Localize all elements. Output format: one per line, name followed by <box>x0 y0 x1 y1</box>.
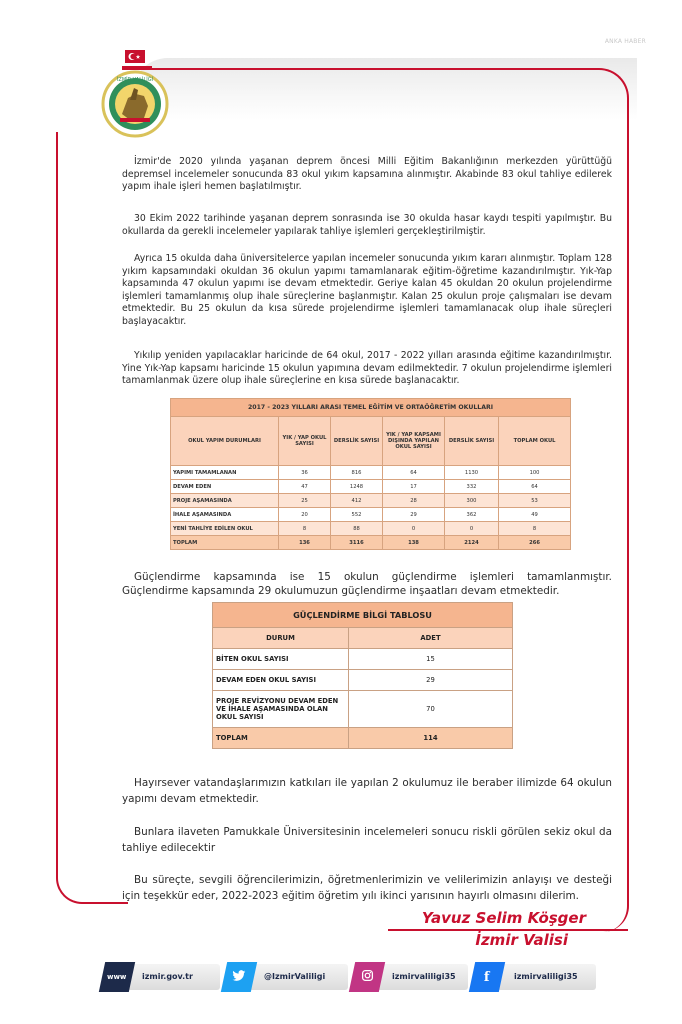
paragraph-2-text: 30 Ekim 2022 tarihinde yaşanan deprem sonrasında ise 30 okulda hasar kaydı tespiti yapılmıştır. Bu okullarda da gerekli incelemeler yapılarak tahliye işlemleri gerçekleştirilmiştir. <box>122 213 612 237</box>
signature-name: Yavuz Selim Köşger <box>421 909 586 927</box>
watermark: ANKA HABER <box>604 38 646 45</box>
paragraph-5 <box>122 570 612 598</box>
instagram-link[interactable] <box>358 964 468 990</box>
table-cell: 17 <box>383 480 445 494</box>
facebook-badge-text: f <box>484 969 490 985</box>
table-cell: 266 <box>499 536 571 550</box>
table-cell: 1130 <box>445 466 499 480</box>
table-cell: DEVAM EDEN OKUL SAYISI <box>213 670 349 691</box>
table1-title: 2017 - 2023 YILLARI ARASI TEMEL EĞİTİM VE ORTAÖĞRETİM OKULLARI <box>171 399 571 417</box>
paragraph-3 <box>122 253 612 328</box>
table-cell: 88 <box>331 522 383 536</box>
table-cell: 25 <box>279 494 331 508</box>
table-cell: 552 <box>331 508 383 522</box>
table-cell: 412 <box>331 494 383 508</box>
logo-text: İZMİR VALİLİĞİ <box>116 77 154 83</box>
table-row <box>171 508 571 522</box>
paragraph-7 <box>122 824 612 856</box>
table-cell: 29 <box>383 508 445 522</box>
paragraph-3-text: Ayrıca 15 okulda daha üniversitelerce yapılan incemeler sonucunda yıkım kararı alınmıştır. Toplam 128 yıkım kapsamındaki okuldan 36 okulun yapımı tamamlanarak eğitim-öğretime kazandırılmıştır. Yık-Yap kapsamında 47 okulun yapımı ise devam etmektedir. Geriye kalan 45 okuldan 20 okulun projelendirme işlemleri tamamlanmış olup ihale süreçlerine başlanmıştır. Kalan 25 okulun proje çalışmaları ise devam etmektedir. Bu 25 okulun da kısa sürede projelendirme işlemleri tamamlanacak olup ihale süreçleri başlayacaktır. <box>122 253 612 327</box>
paragraph-2 <box>122 213 612 238</box>
table-row <box>171 480 571 494</box>
signature-title: İzmir Valisi <box>475 931 568 949</box>
table-total-row <box>213 728 513 749</box>
table2-header: DURUM <box>213 628 349 649</box>
paragraph-8 <box>122 872 612 904</box>
table-cell: 47 <box>279 480 331 494</box>
table-row <box>171 466 571 480</box>
izmir-valiligi-logo <box>100 48 170 142</box>
table-cell: İHALE AŞAMASINDA <box>171 508 279 522</box>
instagram-icon <box>349 962 385 992</box>
table-cell: 2124 <box>445 536 499 550</box>
table1-header: YIK / YAP OKUL SAYISI <box>279 417 331 466</box>
table-cell: 29 <box>349 670 513 691</box>
table1-header: OKUL YAPIM DURUMLARI <box>171 417 279 466</box>
table2-header: ADET <box>349 628 513 649</box>
facebook-link[interactable] <box>478 964 596 990</box>
table-cell: 0 <box>445 522 499 536</box>
table-cell: 362 <box>445 508 499 522</box>
table-cell: 3116 <box>331 536 383 550</box>
table-row <box>171 522 571 536</box>
strengthening-table <box>212 602 513 749</box>
web-icon <box>99 962 135 992</box>
twitter-icon <box>221 962 257 992</box>
twitter-text: @IzmirValiligi <box>264 972 326 981</box>
table-cell: 8 <box>499 522 571 536</box>
table-cell: 332 <box>445 480 499 494</box>
page-frame-left <box>56 132 128 904</box>
table-cell: PROJE AŞAMASINDA <box>171 494 279 508</box>
paragraph-8-text: Bu süreçte, sevgili öğrencilerimizin, öğretmenlerimizin ve velilerimizin anlayışı ve desteği için teşekkür eder, 2022-2023 eğitim öğretim yılı ikinci yarısının hayırlı olmasını dilerim. <box>122 874 612 902</box>
table-cell: 15 <box>349 649 513 670</box>
table-cell: 49 <box>499 508 571 522</box>
table-cell: 64 <box>499 480 571 494</box>
table1-header: TOPLAM OKUL <box>499 417 571 466</box>
table-cell: DEVAM EDEN <box>171 480 279 494</box>
table-total-row <box>171 536 571 550</box>
table-cell: YAPIMI TAMAMLANAN <box>171 466 279 480</box>
paragraph-6-text: Hayırsever vatandaşlarımızın katkıları ile yapılan 2 okulumuz ile beraber ilimizde 64 okulun yapımı devam etmektedir. <box>122 777 612 805</box>
table-cell: 64 <box>383 466 445 480</box>
paragraph-6 <box>122 775 612 807</box>
paragraph-5-text: Güçlendirme kapsamında ise 15 okulun güçlendirme işlemleri tamamlanmıştır. Güçlendirme kapsamında 29 okulumuzun güçlendirme inşaatları devam etmektedir. <box>122 571 612 597</box>
twitter-link[interactable] <box>230 964 348 990</box>
table-row <box>171 494 571 508</box>
table-cell: 136 <box>279 536 331 550</box>
table-cell: 70 <box>349 691 513 728</box>
paragraph-4-text: Yıkılıp yeniden yapılacaklar haricinde de 64 okul, 2017 - 2022 yılları arasında eğitime kazandırılmıştır. Yine Yık-Yap kapsamı haricinde 15 okulun yapımına devam edilmektedir. 7 okulun projelendirme işlemleri tamamlanmak üzere olup ihale süreçlerine en kısa sürede başlanacaktır. <box>122 350 612 386</box>
table-cell: 28 <box>383 494 445 508</box>
table1-header: DERSLİK SAYISI <box>445 417 499 466</box>
table-cell: 0 <box>383 522 445 536</box>
table-cell: TOPLAM <box>213 728 349 749</box>
table2-title: GÜÇLENDİRME BİLGİ TABLOSU <box>213 603 513 628</box>
table-row <box>213 691 513 728</box>
table-cell: 300 <box>445 494 499 508</box>
table-cell: 114 <box>349 728 513 749</box>
paragraph-1 <box>122 156 612 194</box>
table-cell: YENİ TAHLİYE EDİLEN OKUL <box>171 522 279 536</box>
social-footer <box>98 964 598 990</box>
facebook-icon <box>469 962 505 992</box>
facebook-text: izmirvaliligi35 <box>514 972 578 981</box>
paragraph-4 <box>122 350 612 388</box>
table-cell: 53 <box>499 494 571 508</box>
table-cell: 1248 <box>331 480 383 494</box>
table1-header: DERSLİK SAYISI <box>331 417 383 466</box>
table-cell: 20 <box>279 508 331 522</box>
table-row <box>213 649 513 670</box>
table-cell: 816 <box>331 466 383 480</box>
website-link[interactable] <box>108 964 220 990</box>
table-cell: TOPLAM <box>171 536 279 550</box>
instagram-text: izmirvaliligi35 <box>392 972 456 981</box>
table-cell: PROJE REVİZYONU DEVAM EDEN VE İHALE AŞAMASINDA OLAN OKUL SAYISI <box>213 691 349 728</box>
table-cell: 8 <box>279 522 331 536</box>
table-cell: 100 <box>499 466 571 480</box>
table-cell: 36 <box>279 466 331 480</box>
web-badge-text: www <box>107 973 127 981</box>
paragraph-1-text: İzmir'de 2020 yılında yaşanan deprem öncesi Milli Eğitim Bakanlığının merkezden yürüttüğü depremsel incelemeler sonucunda 83 okul yıkım kapsamına alınmıştır. Akabinde 83 okul tahliye edilerek yapım ihale işleri hemen başlatılmıştır. <box>122 156 612 192</box>
table-cell: 138 <box>383 536 445 550</box>
table1-header: YIK / YAP KAPSAMI DIŞINDA YAPILAN OKUL SAYISI <box>383 417 445 466</box>
table-row <box>213 670 513 691</box>
paragraph-7-text: Bunlara ilaveten Pamukkale Üniversitesinin incelemeleri sonucu riskli görülen sekiz okul da tahliye edilecektir <box>122 826 612 854</box>
school-status-table <box>170 398 571 550</box>
table-cell: BİTEN OKUL SAYISI <box>213 649 349 670</box>
website-text: izmir.gov.tr <box>142 972 193 981</box>
